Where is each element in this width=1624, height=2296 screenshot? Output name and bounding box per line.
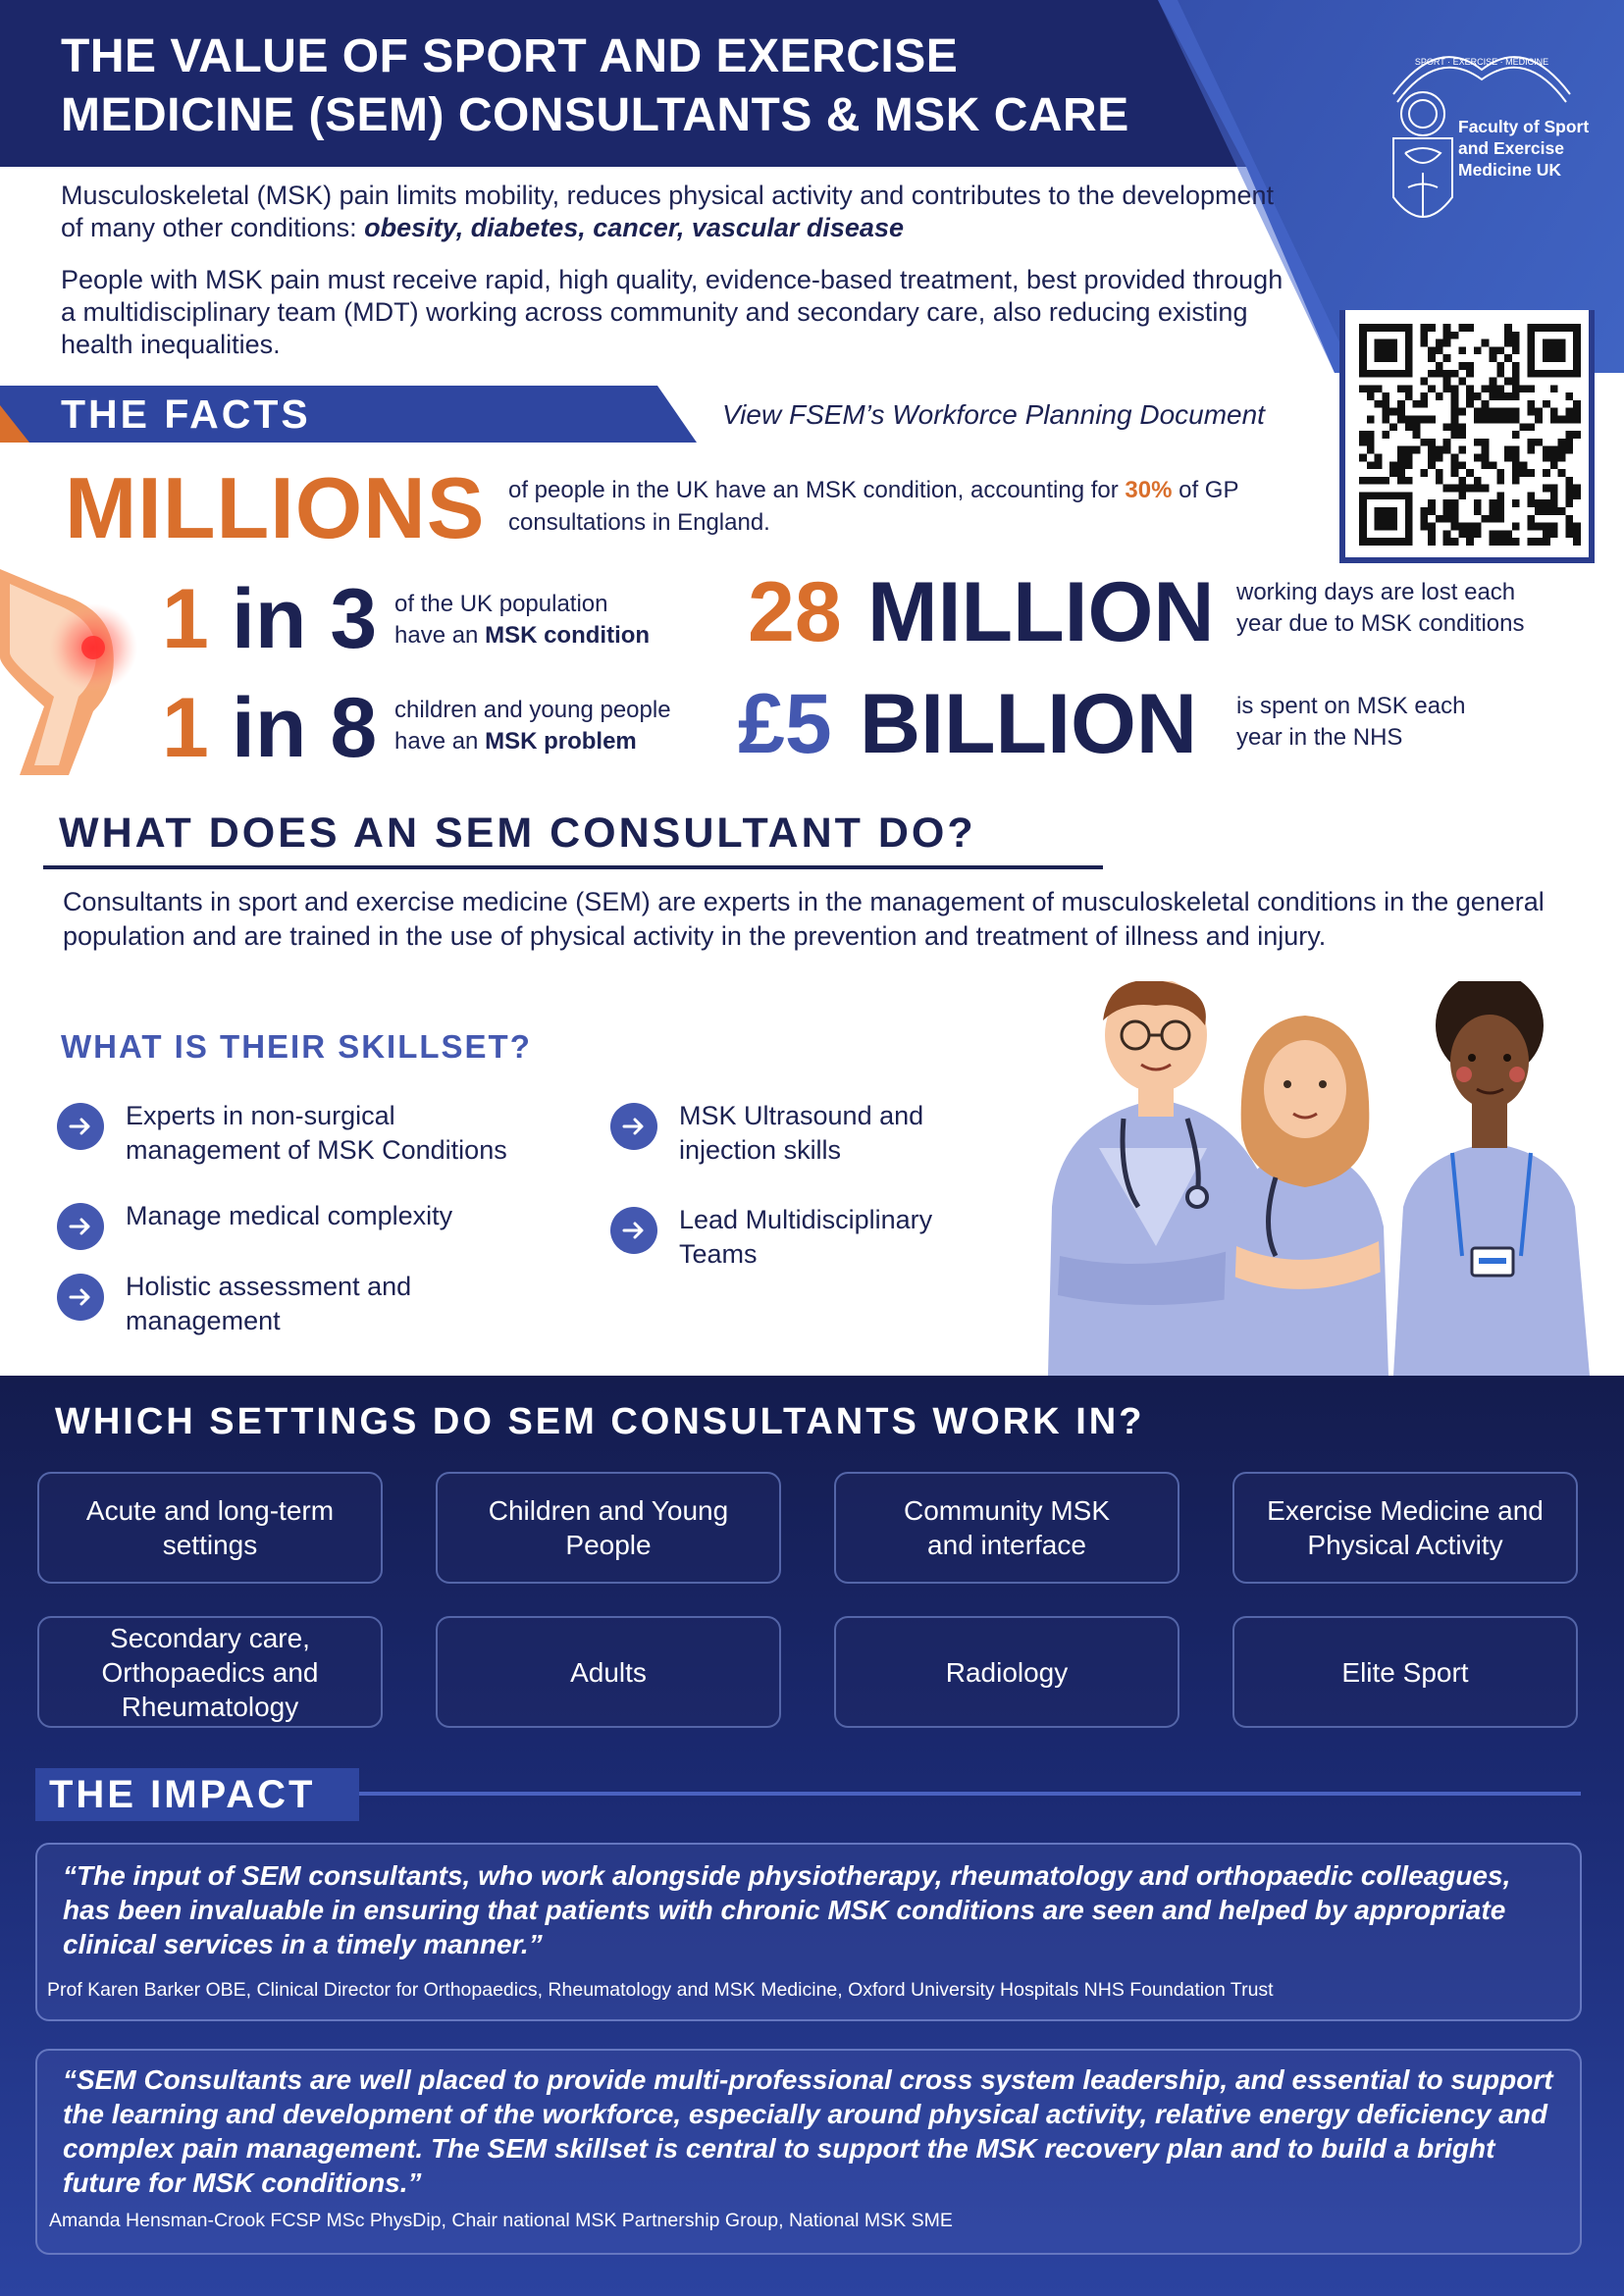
setting-text — [890, 1493, 1124, 1562]
logo-line-1: Faculty of Sport — [1458, 117, 1590, 136]
sem-heading-underline — [43, 865, 1103, 869]
setting-line-1: Secondary care, — [110, 1622, 310, 1653]
intro-section — [61, 180, 1297, 381]
stat-28-million-number-b: MILLION — [867, 565, 1215, 659]
arrow-right-icon — [610, 1103, 657, 1150]
arrow-right-icon — [57, 1274, 104, 1321]
stat-5-billion-description — [1236, 691, 1590, 754]
qr-code-icon[interactable] — [1359, 324, 1581, 546]
setting-text — [475, 1493, 742, 1562]
setting-text — [87, 1621, 332, 1724]
stat-1-in-3-line2-bold: MSK condition — [485, 622, 651, 649]
setting-card-adults — [436, 1616, 781, 1728]
settings-heading: WHICH SETTINGS DO SEM CONSULTANTS WORK IN? — [55, 1401, 1145, 1442]
setting-line-1: Exercise Medicine and — [1267, 1495, 1544, 1526]
workforce-planning-link[interactable]: View FSEM’s Workforce Planning Document — [722, 399, 1265, 430]
logo-text — [1458, 116, 1620, 181]
setting-card-acute — [37, 1472, 383, 1584]
skill-item-lead-mdt — [610, 1203, 1042, 1272]
intro-paragraph-2: People with MSK pain must receive rapid, high quality, evidence-based treatment, best provided through a multidisciplinary team (MDT) working across community and secondary care, also reducing existing health inequalities. — [61, 265, 1283, 359]
setting-line-1: Community MSK — [903, 1495, 1111, 1526]
stat-5-billion-number-a: £5 — [738, 677, 832, 771]
skill-line-2: Teams — [679, 1239, 758, 1269]
knee-illustration-icon — [0, 549, 162, 775]
setting-line-2: Orthopaedics and — [101, 1656, 319, 1688]
quote-card-barker — [35, 1843, 1582, 2021]
skill-line-1: Lead Multidisciplinary — [679, 1205, 933, 1234]
skill-text — [126, 1270, 411, 1338]
skill-text — [126, 1199, 452, 1233]
stat-1-in-8-number-b: in 8 — [232, 681, 378, 775]
setting-card-community — [834, 1472, 1179, 1584]
stat-1-in-8-description — [394, 695, 728, 757]
impact-heading: THE IMPACT — [49, 1773, 316, 1816]
skill-line-1: MSK Ultrasound and — [679, 1101, 924, 1130]
millions-desc-before: of people in the UK have an MSK condition, accounting for — [508, 477, 1126, 503]
setting-line-2: settings — [162, 1530, 258, 1560]
millions-highlight: 30% — [1125, 477, 1173, 503]
setting-text: Elite Sport — [1341, 1656, 1469, 1688]
stat-1-in-3-number-b: in 3 — [232, 572, 378, 666]
skill-item-medical-complexity — [57, 1199, 567, 1250]
setting-card-children — [436, 1472, 781, 1584]
stat-5-billion-number-b: BILLION — [860, 677, 1197, 771]
skill-line-2: injection skills — [679, 1135, 842, 1165]
arrow-right-icon — [57, 1103, 104, 1150]
stat-1-in-8-line2-bold: MSK problem — [485, 728, 637, 755]
setting-text — [73, 1493, 347, 1562]
setting-line-2: Physical Activity — [1307, 1530, 1503, 1560]
skill-line-1: Holistic assessment and — [126, 1272, 412, 1301]
setting-text — [1253, 1493, 1557, 1562]
sem-heading: WHAT DOES AN SEM CONSULTANT DO? — [59, 809, 976, 857]
stat-28-million-number-a: 28 — [748, 565, 842, 659]
stat-1-in-3-line2: have an — [394, 622, 486, 649]
quote-text: “SEM Consultants are well placed to provide multi-professional cross system leadership, and essential to support the learning and development of the workforce, especially around physical activity, relative energy deficiency and complex pain management. The SEM skillset is central to support the MSK recovery plan and to build a bright future for MSK conditions.” — [63, 2064, 1553, 2198]
skill-text — [679, 1099, 923, 1168]
setting-line-1: Children and Young — [488, 1495, 729, 1526]
intro-p1-text: Musculoskeletal (MSK) pain limits mobility, reduces physical activity and contributes to the development of many other conditions: — [61, 181, 1275, 242]
quote-text: “The input of SEM consultants, who work alongside physiotherapy, rheumatology and orthopaedic colleagues, has been invaluable in ensuring that patients with chronic MSK conditions are seen and helped by appropriate clinical services in a timely manner.” — [63, 1860, 1511, 1959]
logo-line-3: Medicine UK — [1458, 160, 1562, 180]
setting-line-3: Rheumatology — [121, 1691, 299, 1722]
skill-item-holistic — [57, 1270, 567, 1338]
stat-1-in-8-line1: children and young people — [394, 697, 671, 723]
impact-heading-rule — [359, 1792, 1581, 1796]
intro-p1-emphasis: obesity, diabetes, cancer, vascular disease — [364, 213, 904, 242]
qr-code-frame[interactable] — [1339, 310, 1595, 563]
millions-stat: MILLIONS — [65, 459, 486, 556]
stat-1-in-3-description — [394, 589, 708, 652]
setting-text: Adults — [570, 1656, 647, 1688]
arrow-right-icon — [610, 1207, 657, 1254]
sem-description: Consultants in sport and exercise medicine (SEM) are experts in the management of musculoskeletal conditions in the general population and are trained in the use of physical activity in the prevention and treatment of illness and injury. — [63, 887, 1545, 951]
stat-1-in-3-number-a: 1 — [162, 572, 209, 666]
doctors-illustration — [1040, 981, 1624, 1376]
logo-line-2: and Exercise — [1458, 138, 1564, 158]
quote-attribution: Amanda Hensman-Crook FCSP MSc PhysDip, Chair national MSK Partnership Group, National MSK SME — [49, 2210, 953, 2231]
setting-card-secondary-care — [37, 1616, 383, 1728]
arrow-right-icon — [57, 1203, 104, 1250]
stat-5-billion-line2: year in the NHS — [1236, 724, 1403, 751]
skill-line-2: management of MSK Conditions — [126, 1135, 507, 1165]
facts-heading: THE FACTS — [61, 391, 311, 437]
setting-line-2: and interface — [927, 1530, 1086, 1560]
setting-card-exercise-medicine — [1232, 1472, 1578, 1584]
qr-finder-pattern — [1527, 324, 1581, 378]
skill-item-non-surgical — [57, 1099, 567, 1168]
skill-line-1: Experts in non-surgical — [126, 1101, 395, 1130]
setting-card-elite-sport — [1232, 1616, 1578, 1728]
skill-text — [126, 1099, 507, 1168]
setting-text: Radiology — [945, 1656, 1069, 1688]
doctor-hijab-figure — [1222, 1016, 1388, 1376]
millions-description — [508, 474, 1313, 539]
skillset-heading: WHAT IS THEIR SKILLSET? — [61, 1028, 532, 1065]
doctor-curly-figure — [1393, 981, 1590, 1376]
quote-card-hensman-crook — [35, 2049, 1582, 2255]
setting-line-1: Acute and long-term — [85, 1495, 335, 1526]
millions-desc-after: of GP consultations in England. — [508, 477, 1239, 536]
skill-text — [679, 1203, 932, 1272]
quote-attribution: Prof Karen Barker OBE, Clinical Director for Orthopaedics, Rheumatology and MSK Medicine, Oxford University Hospitals NHS Foundation Trust — [47, 1979, 1274, 2001]
stat-1-in-8-number-a: 1 — [162, 681, 209, 775]
stat-28-million-line1: working days are lost each — [1236, 579, 1516, 605]
setting-card-radiology — [834, 1616, 1179, 1728]
skill-item-ultrasound — [610, 1099, 1042, 1168]
stat-28-million-description — [1236, 577, 1609, 640]
setting-line-2: People — [565, 1530, 652, 1560]
page-title — [61, 27, 1219, 145]
stat-1-in-3-line1: of the UK population — [394, 591, 608, 617]
qr-finder-pattern — [1359, 492, 1413, 546]
stat-5-billion-line1: is spent on MSK each — [1236, 693, 1466, 719]
qr-finder-pattern — [1359, 324, 1413, 378]
title-line-2: MEDICINE (SEM) CONSULTANTS & MSK CARE — [61, 89, 1129, 141]
stat-28-million-line2: year due to MSK conditions — [1236, 610, 1525, 637]
skill-line-2: management — [126, 1306, 281, 1335]
stat-1-in-8-line2: have an — [394, 728, 486, 755]
intro-paragraph-1 — [61, 180, 1297, 244]
title-line-1: THE VALUE OF SPORT AND EXERCISE — [61, 30, 959, 82]
svg-text:SPORT · EXERCISE · MEDICINE: SPORT · EXERCISE · MEDICINE — [1414, 57, 1549, 67]
skill-line-1: Manage medical complexity — [126, 1201, 453, 1230]
